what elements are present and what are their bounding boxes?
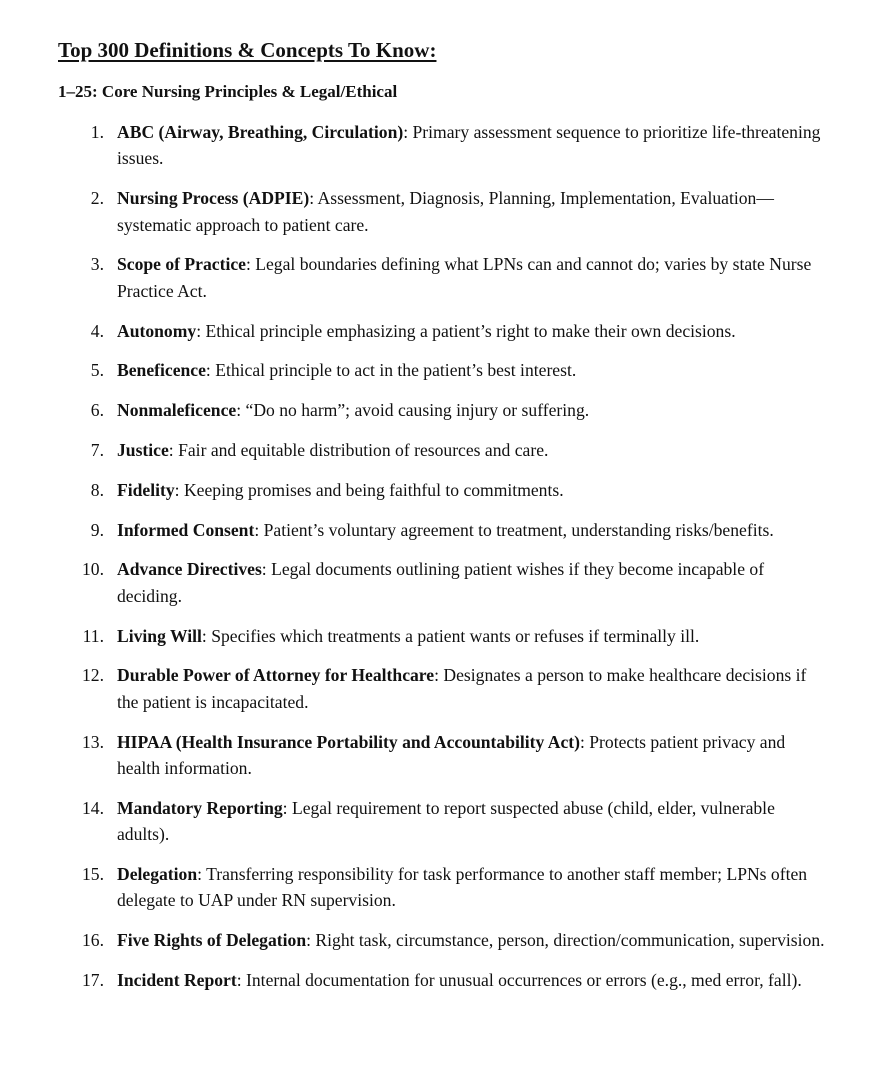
item-definition: : Right task, circumstance, person, direction/communication, supervision.: [306, 930, 825, 951]
definition-list: [0, 119, 885, 1007]
list-item: [0, 437, 827, 463]
item-definition: : Assessment, Diagnosis, Planning, Implementation, Evaluation—systematic approach to patient care.: [117, 188, 774, 235]
item-term: Advance Directives: [117, 559, 262, 580]
list-item: [0, 967, 827, 993]
item-definition: : Ethical principle to act in the patient’s best interest.: [205, 360, 577, 381]
item-number: 13.: [82, 731, 104, 752]
item-definition: : “Do no harm”; avoid causing injury or suffering.: [236, 400, 590, 421]
item-number: 4.: [90, 320, 104, 341]
list-item: [0, 318, 827, 344]
list-item: [0, 397, 827, 423]
item-definition: : Patient’s voluntary agreement to treatment, understanding risks/benefits.: [254, 519, 774, 540]
item-definition: : Fair and equitable distribution of resources and care.: [168, 440, 549, 460]
item-definition: : Legal documents outlining patient wishes if they become incapable of deciding.: [117, 559, 765, 606]
item-number: 12.: [82, 665, 104, 686]
item-definition: : Designates a person to make healthcare decisions if the patient is incapacitated.: [117, 665, 807, 712]
item-term: Scope of Practice: [117, 254, 246, 275]
item-definition: : Legal requirement to report suspected abuse (child, elder, vulnerable adults).: [117, 797, 775, 845]
list-item: [0, 556, 827, 609]
item-number: 3.: [90, 254, 104, 275]
list-item: [0, 927, 827, 953]
page-title: Top 300 Definitions & Concepts To Know:: [58, 38, 437, 62]
list-item: [0, 623, 827, 649]
item-term: Autonomy: [117, 320, 197, 341]
item-number: 5.: [90, 360, 104, 381]
item-term: Informed Consent: [117, 519, 255, 540]
list-item: [0, 357, 827, 383]
item-number: 7.: [90, 440, 104, 460]
item-number: 11.: [82, 625, 104, 646]
item-number: 1.: [90, 122, 104, 142]
list-item: [0, 662, 827, 715]
item-term: Five Rights of Delegation: [117, 930, 307, 951]
item-term: ABC (Airway, Breathing, Circulation): [117, 122, 404, 142]
item-number: 14.: [82, 797, 104, 818]
item-number: 9.: [90, 519, 104, 540]
item-number: 10.: [82, 559, 104, 580]
item-term: Nonmaleficence: [117, 400, 237, 421]
item-term: Nursing Process (ADPIE): [117, 188, 310, 209]
list-item: [0, 251, 827, 304]
item-number: 15.: [82, 864, 104, 884]
list-item: [0, 517, 827, 543]
item-number: 6.: [90, 400, 104, 421]
list-item: [0, 185, 827, 238]
list-item: [0, 477, 827, 503]
item-definition: : Primary assessment sequence to prioritize life-threatening issues.: [117, 122, 821, 169]
item-number: 2.: [90, 188, 104, 209]
item-definition: : Specifies which treatments a patient wants or refuses if terminally ill.: [201, 625, 700, 646]
item-definition: : Transferring responsibility for task performance to another staff member; LPNs often delegate to UAP under RN supervision.: [117, 864, 808, 911]
item-term: Living Will: [117, 625, 202, 646]
list-item: [0, 729, 827, 782]
item-definition: : Keeping promises and being faithful to commitments.: [174, 479, 564, 500]
item-definition: : Legal boundaries defining what LPNs can and cannot do; varies by state Nurse Practice Act.: [117, 254, 812, 301]
item-term: Incident Report: [117, 970, 237, 990]
item-definition: : Internal documentation for unusual occurrences or errors (e.g., med error, fall).: [236, 970, 802, 990]
item-term: Beneficence: [117, 360, 206, 381]
item-term: Fidelity: [117, 479, 175, 500]
item-number: 17.: [82, 970, 104, 990]
item-definition: : Ethical principle emphasizing a patient’s right to make their own decisions.: [196, 320, 736, 341]
item-number: 8.: [90, 479, 104, 500]
section-heading: 1–25: Core Nursing Principles & Legal/Ethical: [58, 82, 398, 101]
item-term: Justice: [117, 440, 169, 460]
list-item: [0, 795, 827, 848]
list-item: [0, 119, 827, 172]
item-definition: : Protects patient privacy and health information.: [117, 731, 786, 778]
item-term: Durable Power of Attorney for Healthcare: [117, 665, 435, 686]
item-number: 16.: [82, 930, 104, 951]
list-item: [0, 861, 827, 914]
item-term: Delegation: [117, 864, 198, 884]
item-term: Mandatory Reporting: [117, 797, 283, 818]
item-term: HIPAA (Health Insurance Portability and Accountability Act): [117, 731, 580, 752]
